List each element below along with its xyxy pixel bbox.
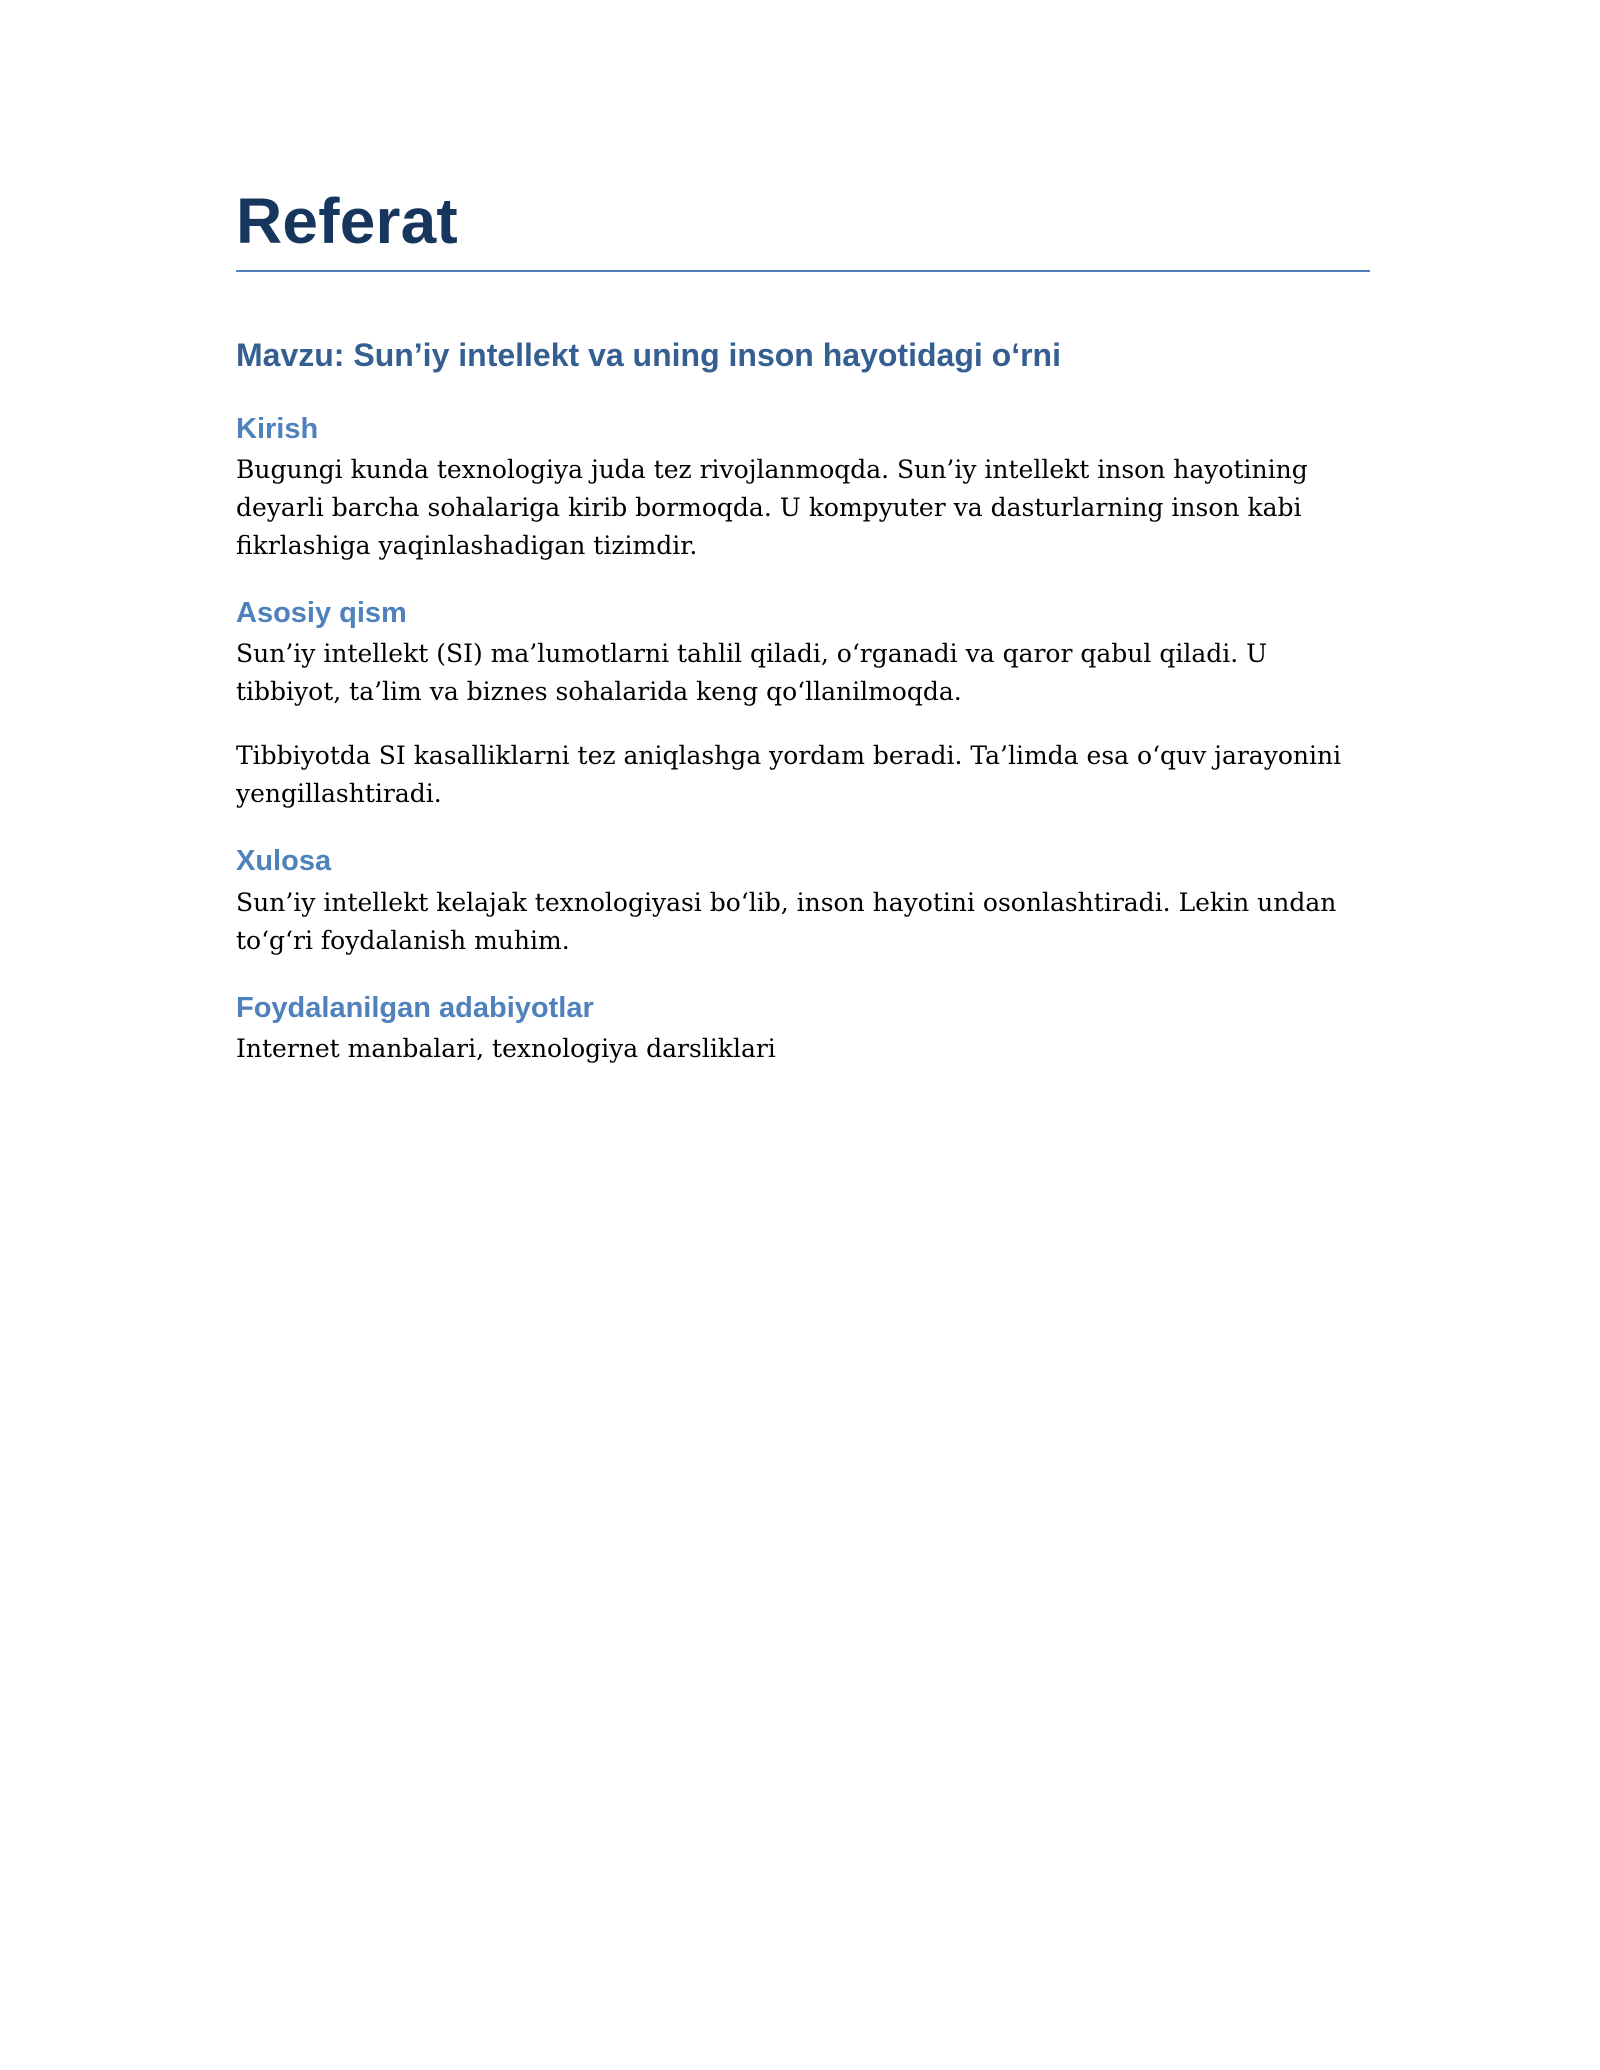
paragraph: Internet manbalari, texnologiya darsliklari (236, 1033, 776, 1063)
section-kirish (236, 411, 1370, 565)
section-xulosa (236, 843, 1370, 959)
section-heading: Kirish (236, 412, 319, 445)
section-asosiy-qism (236, 595, 1370, 813)
document-subtitle: Mavzu: Sun’iy intellekt va uning inson hayotidagi o‘rni (236, 337, 1061, 374)
document-content (236, 186, 1370, 1068)
paragraph: Sun’iy intellekt (SI) ma’lumotlarni tahlil qiladi, o‘rganadi va qaror qabul qiladi. U tibbiyot, ta’lim va biznes sohalarida keng qo‘llanilmoqda. (236, 639, 1268, 707)
section-heading: Xulosa (236, 845, 332, 878)
paragraph: Tibbiyotda SI kasalliklarni tez aniqlashga yordam beradi. Ta’limda esa o‘quv jarayonini yengillashtiradi. (236, 741, 1342, 809)
section-foydalanilgan-adabiyotlar (236, 990, 1370, 1068)
paragraph: Sun’iy intellekt kelajak texnologiyasi bo‘lib, inson hayotini osonlashtiradi. Lekin undan to‘g‘ri foydalanish muhim. (236, 887, 1337, 955)
document-title: Referat (236, 186, 1370, 272)
section-heading: Foydalanilgan adabiyotlar (236, 991, 594, 1024)
section-heading: Asosiy qism (236, 597, 407, 630)
paragraph: Bugungi kunda texnologiya juda tez rivojlanmoqda. Sun’iy intellekt inson hayotining deyarli barcha sohalariga kirib bormoqda. U kompyuter va dasturlarning inson kabi fikrlashiga yaqinlashadigan tizimdir. (236, 455, 1308, 561)
